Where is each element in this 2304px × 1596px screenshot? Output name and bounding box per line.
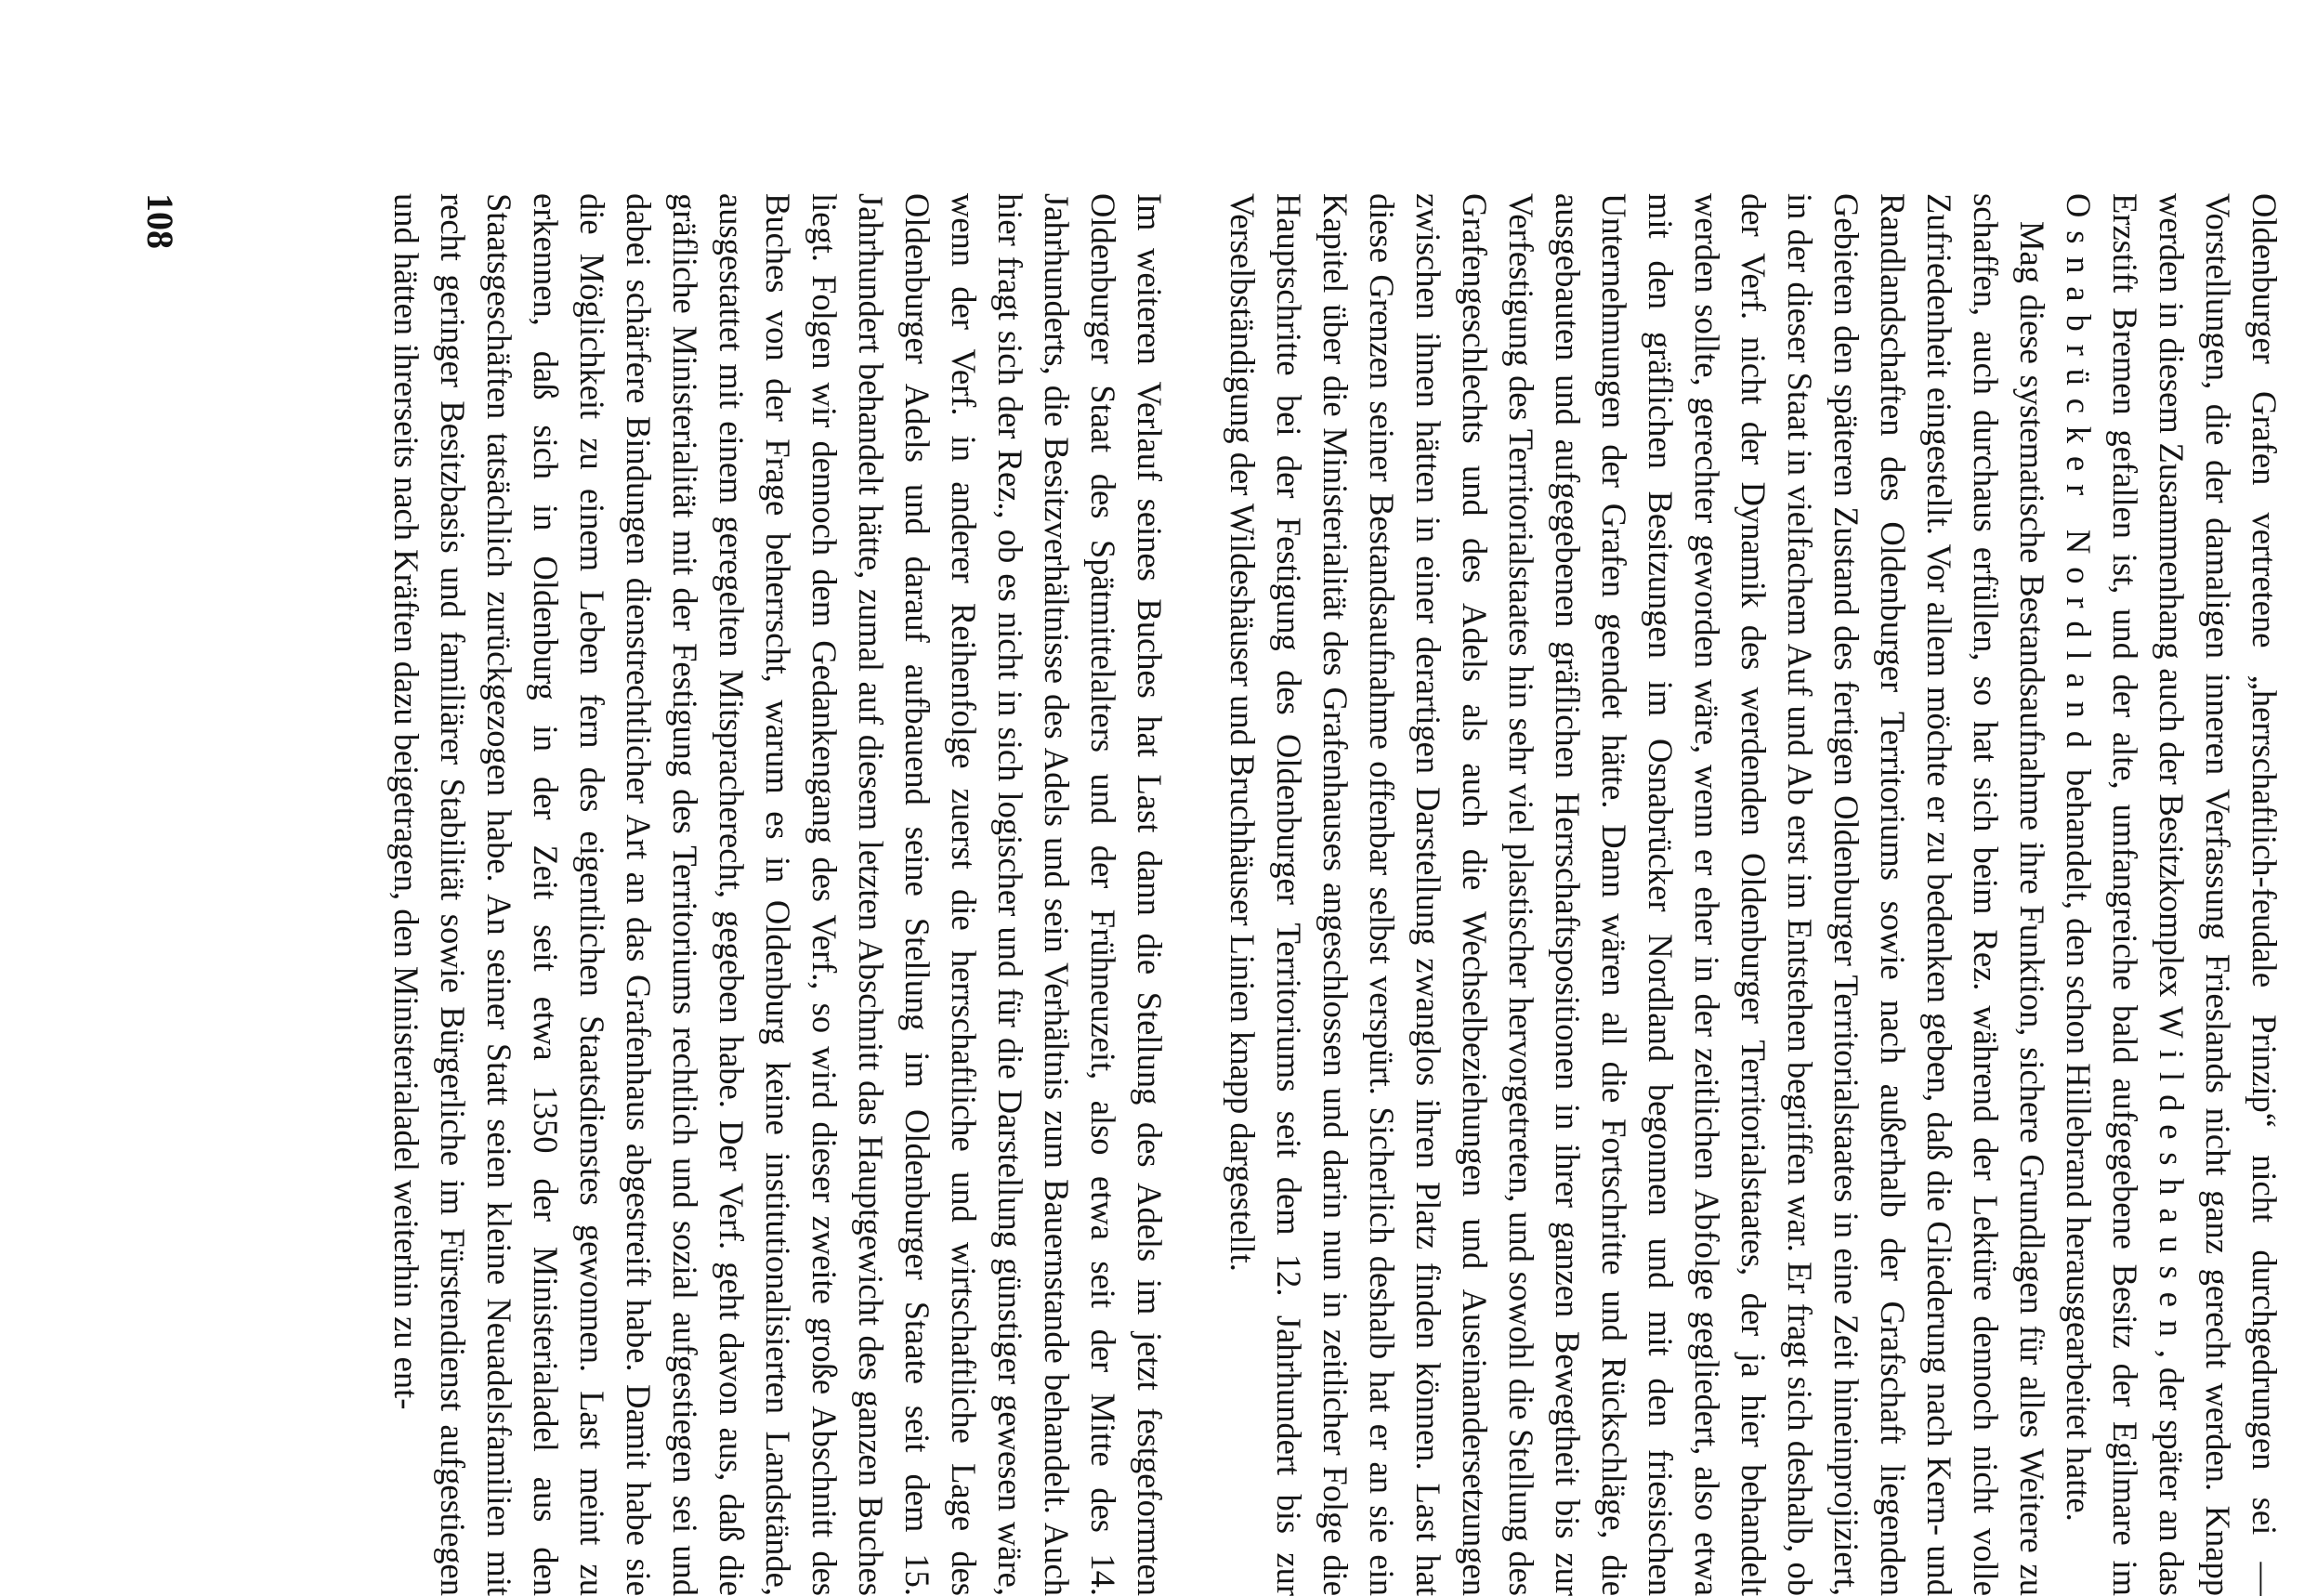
text-run: behandelt, den schon Hillebrand herausgearbeitet hatte.: [2060, 760, 2098, 1522]
paragraph-2: [1219, 193, 2055, 1596]
paragraph-1: [2055, 193, 2287, 1596]
text-run: Oldenburger Grafen vertretene „herrschaftlich-feudale Prinzip“ nicht durchgedrungen sei — Vorstellungen, die der damaligen inneren Verfassung Frieslands nicht ganz gerecht werden. Knapp werden in diesem Zusammenhang auch der Besitzkomplex: [2153, 193, 2284, 1596]
text-run: Mag diese systematische Bestandsaufnahme ihre Funktion, sichere Grundlagen für alles Weitere zu schaffen, auch durchaus erfüllen, so hat sich beim Rez. während der Lektüre dennoch nicht volle Zufriedenheit eingestellt. Vor allem möchte er zu bedenken geben, daß die Gliederung nach Kern- und Randlandschaften des Oldenburger Territoriums sowie nach außerhalb der Grafschaft liegenden Gebieten den späteren Zustand des fertigen Oldenburger Territorialstaates in eine Zeit hineinprojiziert, in der dieser Staat in vielfachem Auf und Ab erst im Entstehen begriffen war. Er fragt sich deshalb, ob der Verf. nicht der Dynamik des werdenden Oldenburger Territorialstaates, der ja hier behandelt werden sollte, gerechter geworden wäre, wenn er eher in der zeitlichen Abfolge gegliedert, also etwa mit den gräflichen Besitzungen im Osnabrücker Nordland begonnen und mit den friesischen Unternehmungen der Grafen geendet hätte. Dann wären all die Fortschritte und Rückschläge, die ausgebauten und aufgegebenen gräflichen Herrschaftspositionen in ihrer ganzen Bewegtheit bis zur Verfestigung des Territorialstaates hin sehr viel plastischer hervorgetreten, und sowohl die Stellung des Grafengeschlechts und des Adels als auch die Wechselbeziehungen und Auseinandersetzungen zwischen ihnen hätten in einer derartigen Darstellung zwanglos ihren Platz finden können. Last hat diese Grenzen seiner Bestandsaufnahme offenbar selbst verspürt. Sicherlich deshalb hat er an sie ein Kapitel über die Ministerialität des Grafenhauses angeschlossen und darin nun in zeitlicher Folge die Hauptschritte bei der Festigung des Oldenburger Territoriums seit dem 12. Jahrhundert bis zur Verselbständigung der Wildeshäuser und Bruchhäuser Linien knapp dargestellt.: [1224, 193, 2051, 1596]
text-run: Im weiteren Verlauf seines Buches hat Last dann die Stellung des Adels im jetzt festgeformten Oldenburger Staat des Spätmittelalters und der Frühneuzeit, also etwa seit der Mitte des 14. Jahrhunderts, die Besitzverhältnisse des Adels und sein Verhältnis zum Bauernstande behandelt. Auch hier fragt sich der Rez., ob es nicht in sich logischer und für die Darstellung günstiger gewesen wäre, wenn der Verf. in anderer Reihenfolge zuerst die herrschaftliche und wirtschaftliche Lage des Oldenburger Adels und darauf aufbauend seine Stellung im Oldenburger Staate seit dem 15. Jahrhundert behandelt hätte, zumal auf diesem letzten Abschnitt das Hauptgewicht des ganzen Buches liegt. Folgen wir dennoch dem Gedankengang des Verf., so wird dieser zweite große Abschnitt des Buches von der Frage beherrscht, warum es in Oldenburg keine institutionalisierten Landstände, ausgestattet mit einem geregelten Mitspracherecht, gegeben habe. Der Verf. geht davon aus, daß die gräfliche Ministerialität mit der Festigung des Territoriums rechtlich und sozial aufgestiegen sei und dabei schärfere Bindungen dienstrechtlicher Art an das Grafenhaus abgestreift habe. Damit habe sie die Möglichkeit zu einem Leben fern des eigentlichen Staatsdienstes gewonnen. Last meint zu erkennen, daß sich in Oldenburg in der Zeit seit etwa 1350 der Ministerialadel aus den Staatsgeschäften tatsächlich zurückgezogen habe. An seiner Statt seien kleine Neuadelsfamilien mit recht geringer Besitzbasis und familiärer Stabilität sowie Bürgerliche im Fürstendienst aufgestiegen und hätten ihrerseits nach Kräften dazu beigetragen, den Ministerialadel weiterhin zu ent-: [387, 193, 1169, 1596]
rotated-book-page: [139, 193, 2287, 1596]
page-number: 108: [139, 193, 181, 249]
body-text: [383, 193, 2287, 1596]
text-run: , der später an das Erzstift Bremen gefallen ist, und der alte, umfangreiche bald aufgegebene Besitz der Egilmare im: [2106, 193, 2191, 1596]
paragraph-3: [383, 193, 1172, 1596]
spaced-name: Osnabrücker Nordland: [2060, 193, 2098, 761]
spaced-name: Wildeshausen: [2153, 1006, 2191, 1350]
paragraph-gap: [1172, 193, 1219, 1596]
